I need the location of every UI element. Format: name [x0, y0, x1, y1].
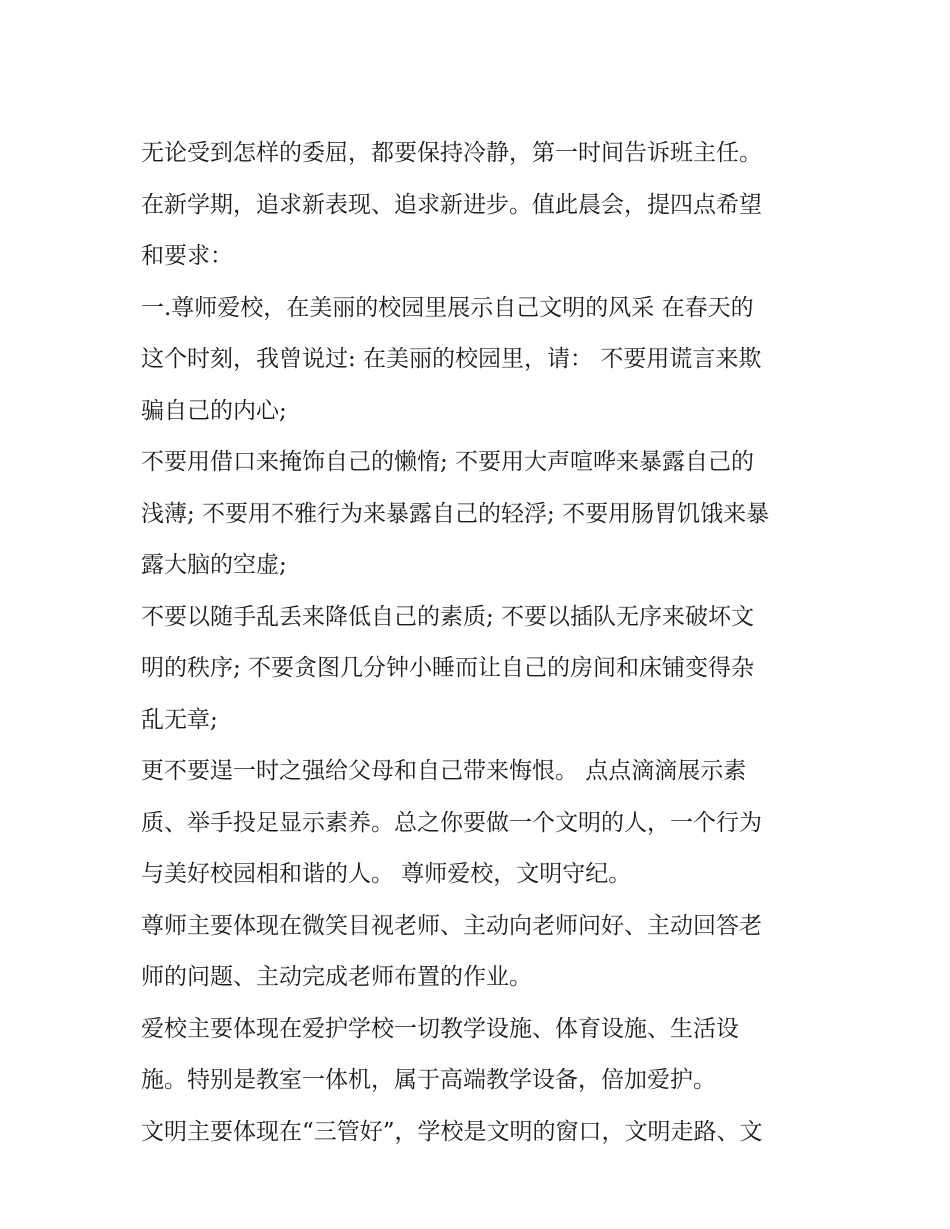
paragraph-1 — [141, 128, 821, 180]
text-line: 无论受到怎样的委屈，都要保持冷静，第一时间告诉班主任。 — [141, 140, 762, 166]
text-line: 质、举手投足显示素养。总之你要做一个文明的人，一个行为 — [141, 809, 762, 836]
text-line: 一.尊师爱校，在美丽的校园里展示自己文明的风采 在春天的 — [141, 294, 754, 321]
text-line: 不要用借口来掩饰自己的懒惰; 不要用大声喧哗来暴露自己的 — [141, 449, 755, 475]
paragraph-3 — [141, 283, 821, 438]
paragraph-8 — [141, 1004, 821, 1107]
text-line: 露大脑的空虚; — [141, 552, 287, 578]
paragraph-4 — [141, 437, 821, 592]
text-line: 师的问题、主动完成老师布置的作业。 — [141, 964, 532, 990]
text-line: 不要以随手乱丢来降低自己的素质; 不要以插队无序来破坏文 — [141, 603, 755, 630]
text-line: 文明主要体现在“三管好”，学校是文明的窗口，文明走路、文 — [141, 1118, 763, 1145]
text-line: 施。特别是教室一体机，属于高端教学设备，倍加爱护。 — [141, 1067, 716, 1093]
text-line: 乱无章; — [141, 706, 218, 733]
text-line: 和要求： — [141, 243, 233, 269]
text-line: 在新学期，追求新表现、追求新进步。值此晨会，提四点希望 — [141, 191, 762, 218]
text-line: 这个时刻，我曾说过: 在美丽的校园里，请： 不要用谎言来欺 — [141, 346, 762, 372]
paragraph-7 — [141, 901, 821, 1004]
text-line: 尊师主要体现在微笑目视老师、主动向老师问好、主动回答老 — [141, 912, 762, 939]
text-line: 浅薄; 不要用不雅行为来暴露自己的轻浮; 不要用肠胃饥饿来暴 — [141, 500, 770, 527]
text-line: 更不要逞一时之强给父母和自己带来悔恨。 点点滴滴展示素 — [141, 758, 747, 784]
text-line: 爱校主要体现在爱护学校一切教学设施、体育设施、生活设 — [141, 1015, 739, 1042]
document-body — [141, 128, 821, 1158]
paragraph-5 — [141, 592, 821, 747]
paragraph-6 — [141, 746, 821, 901]
paragraph-9 — [141, 1107, 821, 1159]
text-line: 明的秩序; 不要贪图几分钟小睡而让自己的房间和床铺变得杂 — [141, 655, 755, 681]
text-line: 与美好校园相和谐的人。 尊师爱校，文明守纪。 — [141, 861, 632, 887]
paragraph-2 — [141, 180, 821, 283]
text-line: 骗自己的内心; — [141, 397, 287, 424]
